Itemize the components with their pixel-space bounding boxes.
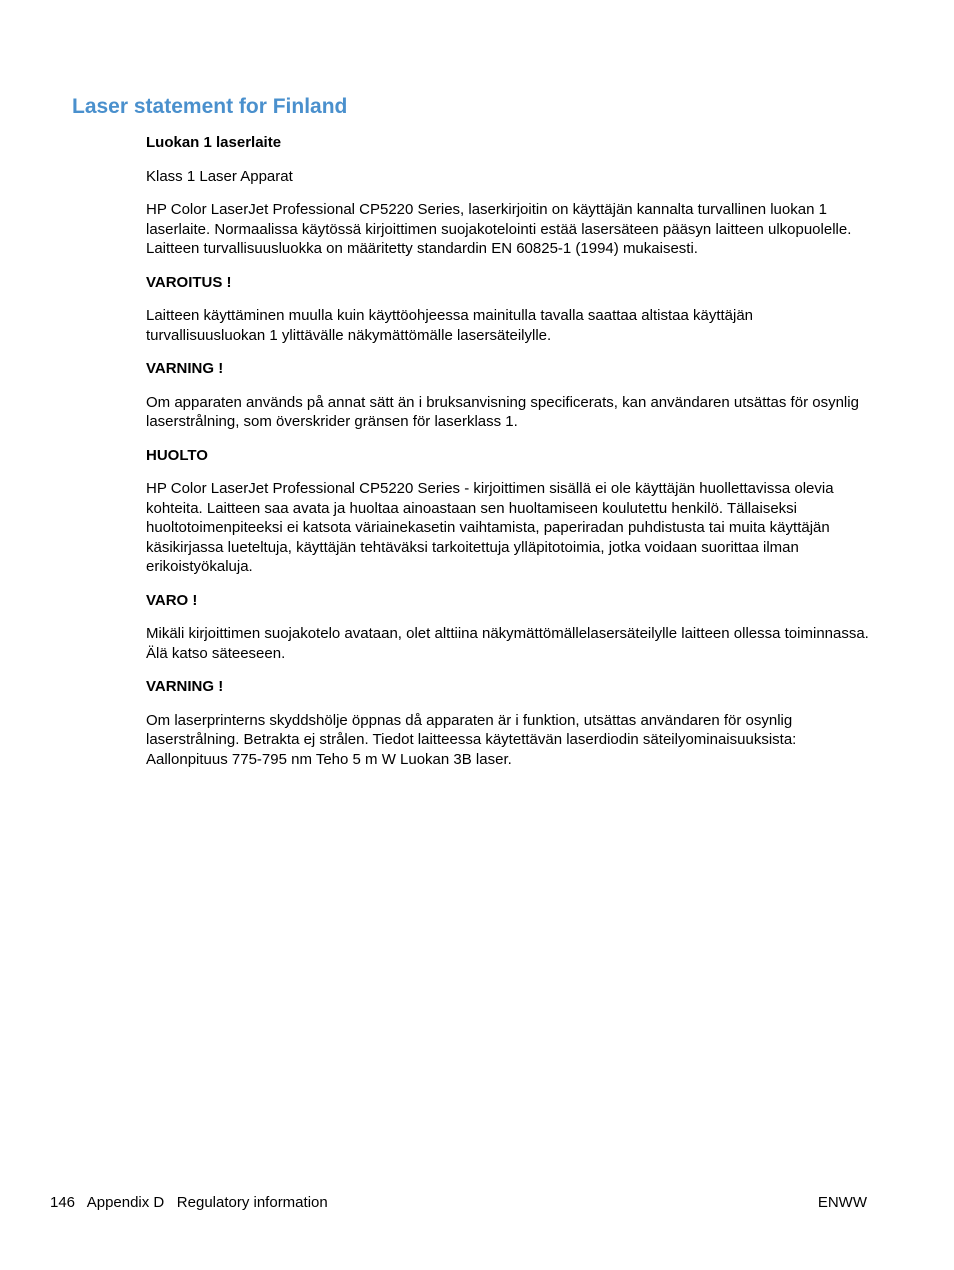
- section-heading: HUOLTO: [146, 446, 208, 464]
- page-number: 146: [50, 1194, 76, 1211]
- paragraph: Laitteen käyttäminen muulla kuin käyttöohjeessa mainitulla tavalla saattaa altistaa käyttäjän turvallisuusluokan 1 ylittävälle näkymättömälle lasersäteilylle.: [146, 307, 754, 344]
- footer-section: Appendix D: [86, 1194, 165, 1211]
- page-footer: [50, 1193, 867, 1212]
- section-heading: VARNING !: [146, 360, 224, 377]
- paragraph: Om laserprinterns skyddshölje öppnas då apparaten är i funktion, utsättas användaren för osynlig laserstrålning. Betrakta ej strålen. Tiedot laitteessa käytettävän laserdiodin säteilyominaisuuksista: Aallonpituus 775-795 nm Teho 5 m W Luokan 3B laser.: [146, 711, 797, 768]
- section-heading: Luokan 1 laserlaite: [146, 134, 282, 151]
- footer-left: [50, 1193, 328, 1212]
- paragraph: HP Color LaserJet Professional CP5220 Series, laserkirjoitin on käyttäjän kannalta turvallinen luokan 1 laserlaite. Normaalissa käytössä kirjoittimen suojakotelointi estää lasersäteen pääsyn laitteen ulkopuolelle. Laitteen turvallisuusluokka on määritetty standardin EN 60825-1 (1994) mukaisesti.: [146, 201, 852, 257]
- document-body: [146, 133, 870, 783]
- section-heading: VARNING !: [146, 678, 224, 695]
- footer-chapter: Regulatory information: [176, 1194, 328, 1211]
- footer-locale: ENWW: [817, 1194, 867, 1211]
- paragraph: Om apparaten används på annat sätt än i bruksanvisning specificerats, kan användaren utsättas för osynlig laserstrålning, som överskrider gränsen för laserklass 1.: [146, 393, 859, 430]
- section-heading: VARO !: [146, 591, 198, 609]
- paragraph: Mikäli kirjoittimen suojakotelo avataan, olet alttiina näkymättömällelasersäteilylle laitteen ollessa toiminnassa. Älä katso säteeseen.: [146, 625, 869, 662]
- section-heading: VAROITUS !: [146, 273, 232, 291]
- page-title: Laser statement for Finland: [72, 95, 348, 118]
- paragraph: HP Color LaserJet Professional CP5220 Series - kirjoittimen sisällä ei ole käyttäjän huollettavissa olevia kohteita. Laitteen saa avata ja huoltaa ainoastaan sen huoltamiseen koulutettu henkilö. Tällaiseksi huoltotoimenpiteeksi ei katsota väriainekasetin vaihtamista, paperiradan puhdistusta tai muita käyttäjän käsikirjassa lueteltuja, käyttäjän tehtäväksi tarkoitettuja ylläpitotoimia, jotka voidaan suorittaa ilman erikoistyökaluja.: [146, 480, 834, 575]
- paragraph: Klass 1 Laser Apparat: [146, 167, 293, 185]
